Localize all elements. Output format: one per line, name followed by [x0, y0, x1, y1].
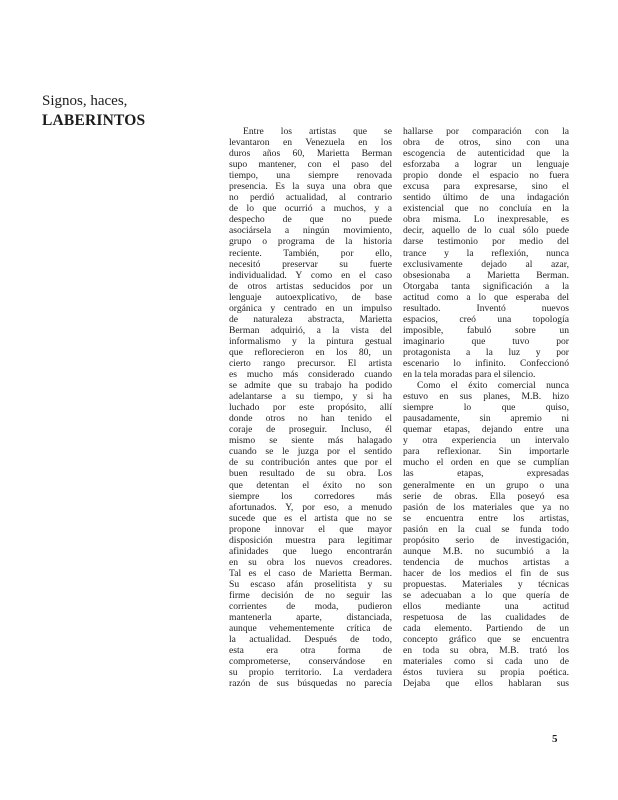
text-line: propuestas. Materiales y técnicas [403, 578, 569, 590]
text-line: escogencia de autenticidad que la [403, 148, 569, 160]
text-line: esta era otra forma de [229, 645, 392, 657]
text-line: pausadamente, sin apremio ni [403, 413, 569, 425]
text-line: que reflorecieron en los 80, un [229, 346, 392, 358]
text-line: en la tela moradas para el silencio. [403, 369, 536, 381]
text-line: adelantarse a su tiempo, y si ha [229, 391, 392, 403]
text-line: Tal es el caso de Marietta Berman. [229, 567, 392, 579]
text-line: respetuosa de las cualidades de [403, 612, 569, 624]
text-line: escenario lo infinito. Confeccionó [403, 357, 569, 369]
text-line: excusa para expresarse, sino el [403, 181, 569, 193]
text-column-left [229, 126, 392, 689]
text-line: obra de otros, sino con una [403, 137, 569, 149]
text-line: propio donde el espacio no fuera [403, 170, 569, 182]
text-line: serie de obras. Ella poseyó esa [403, 490, 569, 502]
text-line: tendencia de muchos artistas a [403, 556, 569, 568]
text-line: éstos tuviera su propia poética. [403, 667, 569, 679]
text-line: supo mantener, con el paso del [229, 159, 392, 171]
text-line: individualidad. Y como en el caso [229, 269, 392, 281]
text-line: no perdió actualidad, al contrario [229, 192, 392, 204]
text-line: firme decisión de no seguir las [229, 589, 392, 601]
text-line: Berman adquirió, a la vista del [229, 324, 392, 336]
page-number: 5 [552, 733, 558, 745]
text-line: existencial que no concluía en la [403, 203, 569, 215]
text-line: se admite que su trabajo ha podido [229, 380, 392, 392]
text-line: cada elemento. Partiendo de un [403, 623, 569, 635]
text-line: informalismo y la pintura gestual [229, 335, 392, 347]
text-line: corrientes de moda, pudieron [229, 601, 392, 613]
text-line: esforzaba a lograr un lenguaje [403, 159, 569, 171]
text-line: pasión de los materiales que ya no [403, 501, 569, 513]
text-line: presencia. Es la suya una obra que [229, 181, 392, 193]
text-line: de naturaleza abstracta, Marietta [229, 313, 392, 325]
text-line: la actualidad. Después de todo, [229, 634, 392, 646]
text-line: grupo o programa de la historia [229, 236, 392, 248]
text-line: necesitó preservar su fuerte [229, 258, 392, 270]
text-line: aunque vehementemente crítica de [229, 623, 392, 635]
text-line: imaginario que tuvo por [403, 335, 569, 347]
text-line: buen resultado de su obra. Los [229, 468, 392, 480]
text-line: razón de sus búsquedas no parecía [229, 678, 392, 690]
text-line: hallarse por comparación con la [403, 126, 569, 137]
text-line: mantenerla aparte, distanciada, [229, 612, 392, 624]
text-line: levantaron en Venezuela en los [229, 137, 392, 149]
text-line: las etapas, expresadas [403, 468, 569, 480]
text-line: aunque M.B. no sucumbió a la [403, 545, 569, 557]
text-line: resultado. Inventó nuevos [403, 302, 569, 314]
text-line: cuando se le juzga por el sentido [229, 446, 392, 458]
text-line: ellos mediante una actitud [403, 601, 569, 613]
text-line: protagonista a la luz y por [403, 346, 569, 358]
text-line: hacer de los medios el fin de sus [403, 567, 569, 579]
text-line: trance y la reflexión, nunca [403, 247, 569, 259]
text-line: y otra experiencia un intervalo [403, 435, 569, 447]
text-column-right [403, 126, 569, 689]
text-line: donde otros no han tenido el [229, 413, 392, 425]
text-line: cierto rango precursor. El artista [229, 357, 392, 369]
text-line: propone innovar el que mayor [229, 523, 392, 535]
text-line: afinidades que luego encontrarán [229, 545, 392, 557]
text-line: se adecuaban a lo que quería de [403, 589, 569, 601]
text-line: de su contribución antes que por el [229, 457, 392, 469]
text-line: generalmente en un grupo o una [403, 479, 569, 491]
text-line: Su escaso afán proselitista y su [229, 578, 392, 590]
text-line: quemar etapas, dejando entre una [403, 424, 569, 436]
text-line: duros años 60, Marietta Berman [229, 148, 392, 160]
text-line: tiempo, una siempre renovada [229, 170, 392, 182]
text-line: mucho el orden en que se cumplían [403, 457, 569, 469]
text-line: Otorgaba tanta significación a la [403, 280, 569, 292]
text-line: decir, aquello de lo cual sólo puede [403, 225, 569, 237]
text-line: mismo se siente más halagado [229, 435, 392, 447]
text-line: su propio territorio. La verdadera [229, 667, 392, 679]
text-line: comprometerse, conservándose en [229, 656, 392, 668]
text-line: propósito serio de investigación, [403, 534, 569, 546]
text-line: orgánica y centrado en un impulso [229, 302, 392, 314]
text-line: espacios, creó una topología [403, 313, 569, 325]
text-line: es mucho más considerado cuando [229, 369, 392, 381]
section-heading [42, 91, 212, 131]
text-line: exclusivamente dejado al azar, [403, 258, 569, 270]
text-line: luchado por este propósito, allí [229, 402, 392, 414]
text-line: siempre los corredores más [229, 490, 392, 502]
text-line: concepto gráfico que se encuentra [403, 634, 569, 646]
text-line: sentido último de una indagación [403, 192, 569, 204]
text-line: pasión en la cual se funda todo [403, 523, 569, 535]
text-line: materiales como si cada uno de [403, 656, 569, 668]
text-line: obra misma. Lo inexpresable, es [403, 214, 569, 226]
text-line: despecho de que no puede [229, 214, 392, 226]
text-line: en toda su obra, M.B. trató los [403, 645, 569, 657]
text-line: actitud como a lo que esperaba del [403, 291, 569, 303]
text-line: reciente. También, por ello, [229, 247, 392, 259]
text-line: disposición muestra para legitimar [229, 534, 392, 546]
text-line: se encuentra entre los artistas, [403, 512, 569, 524]
text-line: para reflexionar. Sin importarle [403, 446, 569, 458]
heading-title: LABERINTOS [42, 112, 146, 129]
text-line: lenguaje autoexplicativo, de base [229, 291, 392, 303]
text-line: siempre lo que quiso, [403, 402, 569, 414]
text-line: sucede que es el artista que no se [229, 512, 392, 524]
text-line: coraje de proseguir. Incluso, él [229, 424, 392, 436]
text-line: Dejaba que ellos hablaran sus [403, 678, 569, 690]
text-line: imposible, fabuló sobre un [403, 324, 569, 336]
text-line: darse testimonio por medio del [403, 236, 569, 248]
text-line: Entre los artistas que se [243, 126, 392, 137]
text-line: Como el éxito comercial nunca [417, 380, 569, 392]
text-line: estuvo en sus planes, M.B. hizo [403, 391, 569, 403]
text-line: asociársela a ningún movimiento, [229, 225, 392, 237]
text-line: que detentan el éxito no son [229, 479, 392, 491]
heading-kicker: Signos, haces, [42, 93, 128, 109]
text-line: afortunados. Y, por eso, a menudo [229, 501, 392, 513]
text-line: de otros artistas seducidos por un [229, 280, 392, 292]
text-line: en su obra los nuevos creadores. [229, 556, 392, 568]
text-line: obsesionaba a Marietta Berman. [403, 269, 569, 281]
text-line: de lo que ocurrió a muchos, y a [229, 203, 392, 215]
